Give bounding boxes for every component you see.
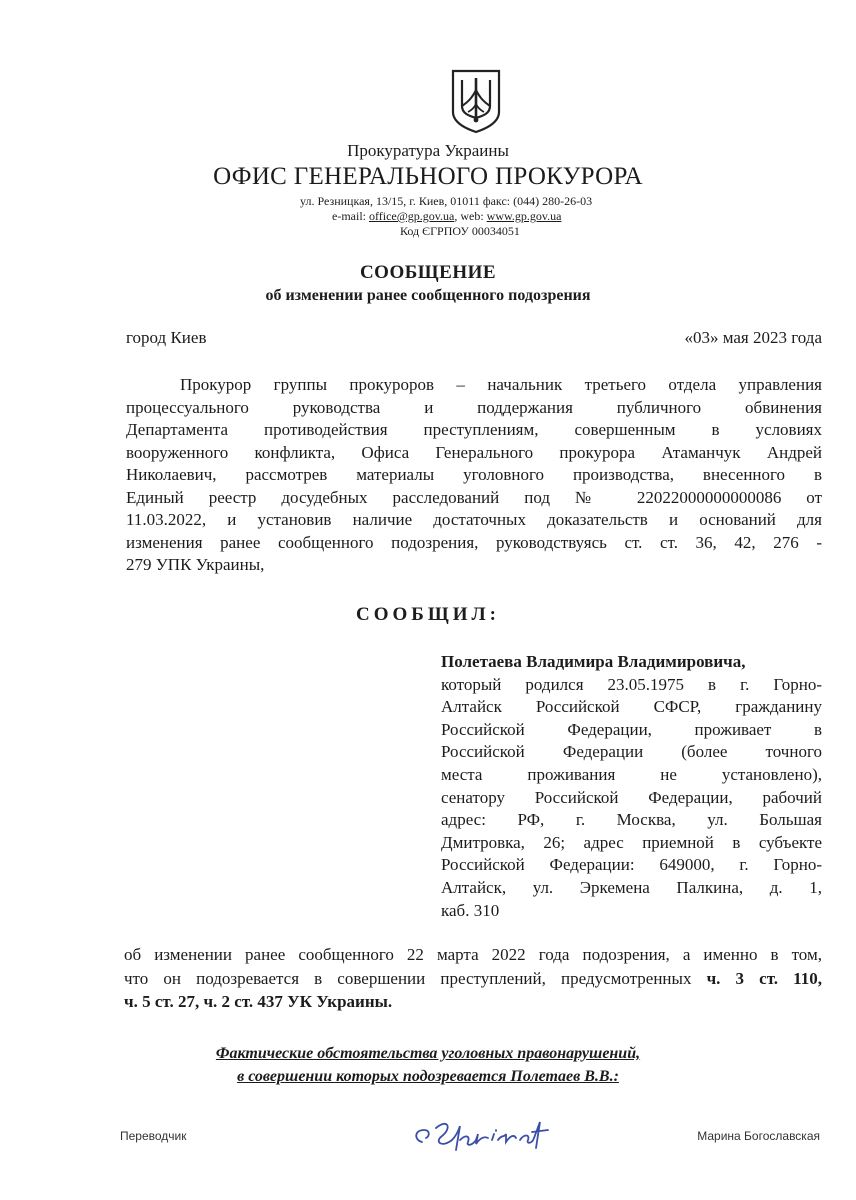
web-link[interactable]: www.gp.gov.ua — [486, 209, 562, 223]
body-line: 279 УПК Украины, — [126, 555, 265, 574]
translator-signature — [408, 1104, 568, 1164]
translator-label: Переводчик — [120, 1129, 187, 1143]
closing-line — [124, 967, 822, 991]
email-link[interactable]: office@gp.gov.ua — [368, 209, 455, 223]
suspect-line: Российской Федерации, проживает в — [441, 719, 822, 739]
facts-heading — [0, 1042, 856, 1088]
closing-line-text: что он подозревается в совершении преступлений, предусмотренных — [124, 968, 707, 988]
suspect-line: сенатору Российской Федерации, рабочий — [441, 787, 822, 807]
address-block — [300, 194, 720, 239]
city: город Киев — [126, 328, 207, 347]
document-title: СООБЩЕНИЕ — [359, 262, 497, 283]
closing-articles-1: ч. 3 ст. 110, — [706, 968, 822, 988]
document-date: «03» мая 2023 года — [684, 328, 822, 347]
suspect-line: который родился 23.05.1975 в г. Горно- — [441, 674, 822, 694]
body-line: Единый реестр досудебных расследований под № 22022000000000086 от — [126, 487, 822, 507]
translator-name: Марина Богославская — [697, 1129, 820, 1143]
web-label: , web: — [454, 209, 484, 223]
suspect-line: Дмитровка, 26; адрес приемной в субъекте — [441, 832, 822, 852]
closing-line: об изменении ранее сообщенного 22 марта 2022 года подозрения, а именно в том, — [124, 945, 822, 964]
body-line: процессуального руководства и поддержания публичного обвинения — [126, 397, 822, 417]
office-title: ОФИС ГЕНЕРАЛЬНОГО ПРОКУРОРА — [213, 163, 643, 190]
facts-line: в совершении которых подозревается Полетаев В.В.: — [237, 1068, 619, 1085]
body-line: Николаевич, рассмотрев материалы уголовного производства, внесенного в — [126, 465, 822, 484]
suspect-line: Российской Федерации: 649000, г. Горно- — [441, 855, 822, 875]
closing-paragraph — [124, 943, 822, 1014]
agency-name: Прокуратура Украины — [347, 141, 509, 160]
document-subtitle: об изменении ранее сообщенного подозрения — [265, 287, 591, 304]
body-line: вооруженного конфликта, Офиса Генерального прокурора Атаманчук Андрей — [126, 442, 822, 462]
suspect-line: Алтайск Российской СФСР, гражданину — [441, 697, 822, 717]
suspect-line: Алтайск, ул. Эркемена Палкина, д. 1, — [441, 877, 822, 897]
closing-articles-2: ч. 5 ст. 27, ч. 2 ст. 437 УК Украины. — [124, 992, 393, 1011]
body-line: Прокурор группы прокуроров – начальник третьего отдела управления — [180, 375, 822, 394]
address-line: ул. Резницкая, 13/15, г. Киев, 01011 факс: (044) 280-26-03 — [300, 194, 593, 208]
registry-code: Код ЄГРПОУ 00034051 — [400, 224, 520, 238]
facts-line: Фактические обстоятельства уголовных правонарушений, — [215, 1045, 641, 1062]
announced-heading: СООБЩИЛ: — [356, 604, 500, 625]
body-line: 11.03.2022, и установив наличие достаточных доказательств и оснований для — [126, 510, 822, 529]
contact-line — [300, 209, 720, 224]
email-label: e-mail: — [332, 209, 366, 223]
body-line: Департамента противодействия преступлениям, совершенным в условиях — [126, 420, 822, 439]
suspect-line: Российской Федерации (более точного — [441, 742, 822, 762]
suspect-name: Полетаева Владимира Владимировича, — [441, 652, 746, 671]
body-paragraph — [126, 374, 822, 577]
suspect-block — [441, 651, 822, 922]
suspect-line: каб. 310 — [441, 900, 500, 920]
suspect-line: места проживания не установлено), — [441, 764, 822, 784]
closing-line — [124, 990, 822, 1014]
body-line: изменения ранее сообщенного подозрения, руководствуясь ст. ст. 36, 42, 276 - — [126, 532, 822, 552]
suspect-line: адрес: РФ, г. Москва, ул. Большая — [441, 810, 822, 830]
trident-coat-of-arms-icon — [450, 68, 502, 134]
